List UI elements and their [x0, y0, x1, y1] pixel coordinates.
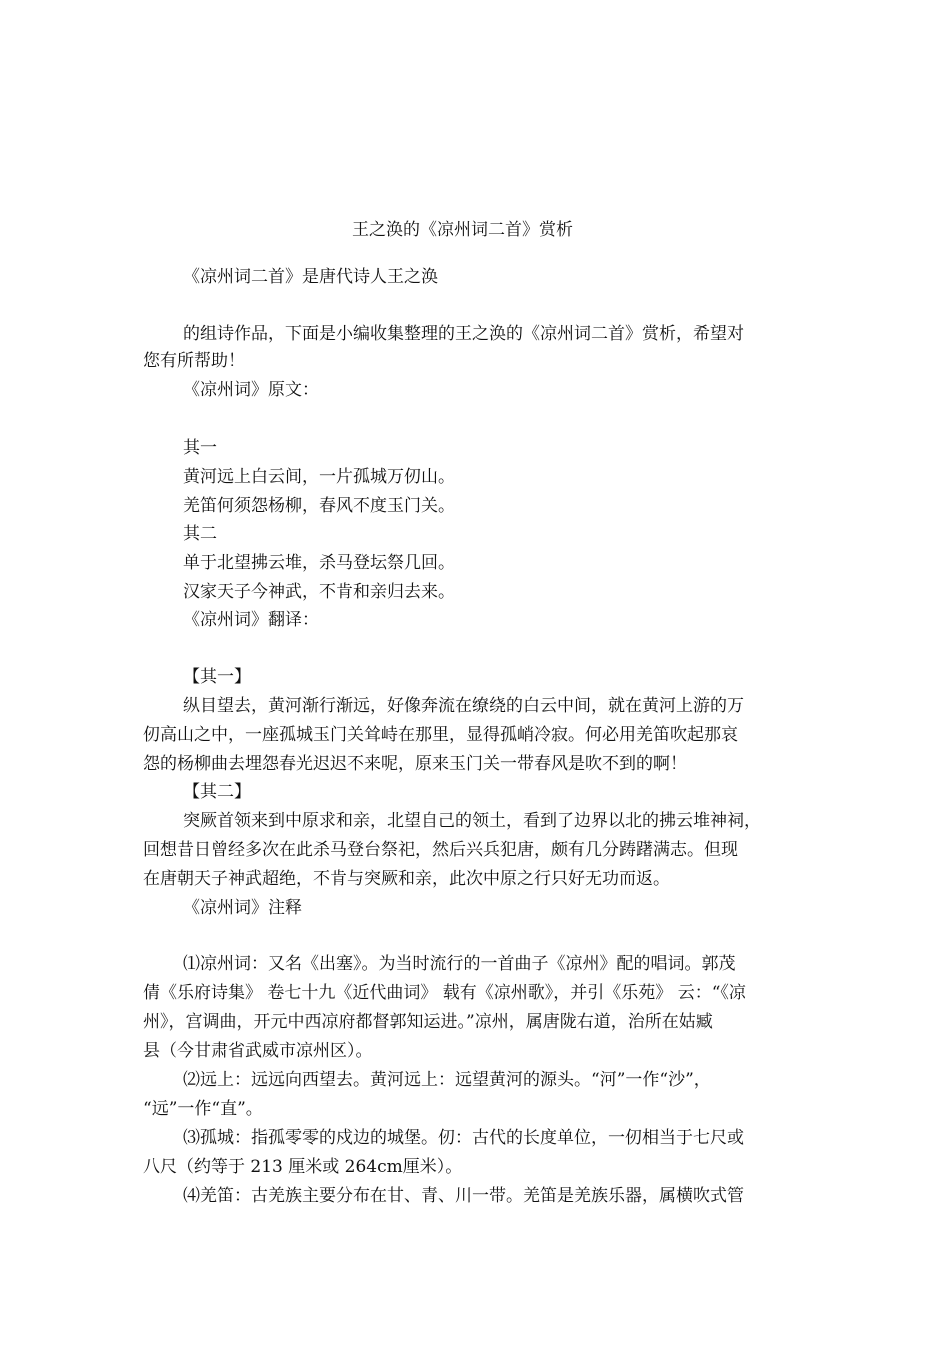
note-line: ⑷羌笛：古羌族主要分布在甘、青、川一带。羌笛是羌族乐器，属横吹式管 — [183, 1186, 744, 1206]
translation-line: 纵目望去，黄河渐行渐远，好像奔流在缭绕的白云中间，就在黄河上游的万 — [183, 696, 744, 716]
note-line: “远”一作“直”。 — [143, 1099, 263, 1119]
translation-line: 回想昔日曾经多次在此杀马登台祭祀，然后兴兵犯唐，颇有几分踌躇满志。但现 — [143, 840, 738, 860]
translation-line: 怨的杨柳曲去埋怨春光迟迟不来呢，原来玉门关一带春风是吹不到的啊！ — [143, 754, 687, 774]
note-line: 八尺（约等于 213 厘米或 264cm厘米）。 — [143, 1157, 463, 1177]
poem-line: 黄河远上白云间，一片孤城万仞山。 — [183, 467, 455, 487]
intro-line: 您有所帮助！ — [143, 351, 245, 371]
note-line: 县（今甘肃省武威市凉州区）。 — [143, 1041, 373, 1061]
translation-line: 突厥首领来到中原求和亲，北望自己的领土，看到了边界以北的拂云堆神祠， — [183, 811, 761, 831]
intro-line: 的组诗作品，下面是小编收集整理的王之涣的《凉州词二首》赏析，希望对 — [183, 324, 744, 344]
note-line: ⑵远上：远远向西望去。黄河远上：远望黄河的源头。“河”一作“沙”， — [183, 1070, 711, 1090]
poem-line: 单于北望拂云堆，杀马登坛祭几回。 — [183, 553, 455, 573]
poem-label: 其二 — [183, 524, 217, 544]
section-heading-translation: 《凉州词》翻译： — [183, 610, 319, 630]
section-heading-notes: 《凉州词》注释 — [183, 898, 302, 918]
translation-label: 【其一】 — [183, 667, 251, 687]
poem-line: 羌笛何须怨杨柳，春风不度玉门关。 — [183, 496, 455, 516]
poem-label: 其一 — [183, 438, 217, 458]
translation-label: 【其二】 — [183, 782, 251, 802]
translation-line: 在唐朝天子神武超绝，不肯与突厥和亲，此次中原之行只好无功而返。 — [143, 869, 670, 889]
intro-line: 《凉州词二首》是唐代诗人王之涣 — [183, 267, 438, 287]
page-title: 王之涣的《凉州词二首》赏析 — [352, 220, 573, 240]
note-line: 倩《乐府诗集》 卷七十九《近代曲词》 载有《凉州歌》，并引《乐苑》 云：“《凉 — [143, 983, 746, 1003]
note-line: ⑶孤城：指孤零零的戍边的城堡。仞：古代的长度单位，一仞相当于七尺或 — [183, 1128, 744, 1148]
note-line: 州》，宫调曲，开元中西凉府都督郭知运进。”凉州，属唐陇右道，治所在姑臧 — [143, 1012, 713, 1032]
section-heading-original: 《凉州词》原文： — [183, 380, 319, 400]
poem-line: 汉家天子今神武，不肯和亲归去来。 — [183, 582, 455, 602]
note-line: ⑴凉州词：又名《出塞》。为当时流行的一首曲子《凉州》配的唱词。郭茂 — [183, 954, 736, 974]
translation-line: 仞高山之中，一座孤城玉门关耸峙在那里，显得孤峭冷寂。何必用羌笛吹起那哀 — [143, 725, 738, 745]
